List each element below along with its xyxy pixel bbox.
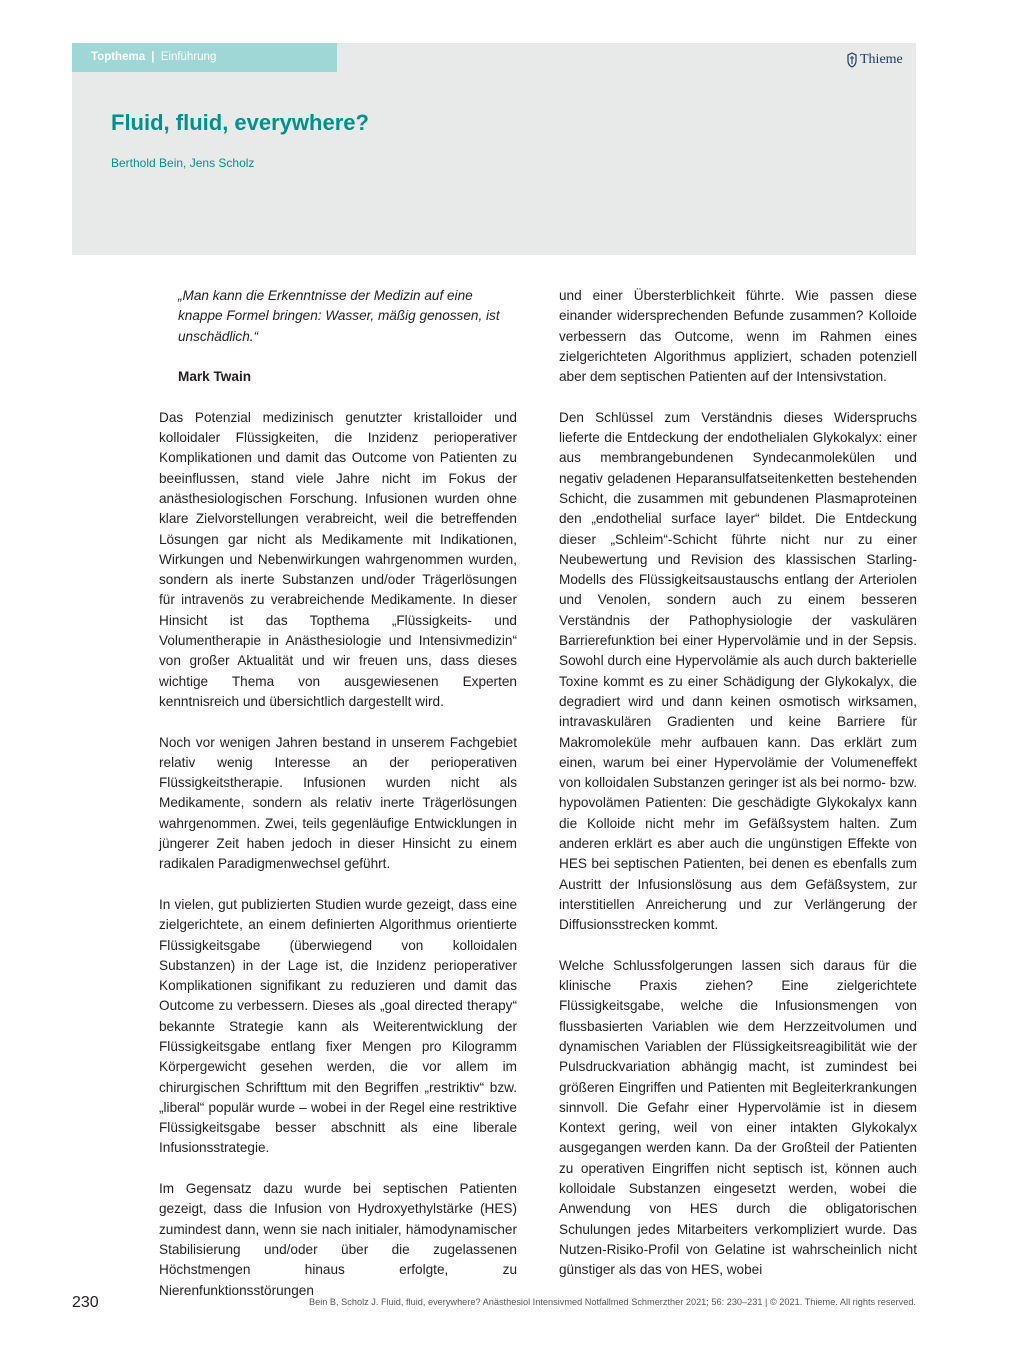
- paragraph: In vielen, gut publizierten Studien wurde gezeigt, dass eine zielgerichtete, an einem definierten Algorithmus orientierte Flüssigkeitsgabe (überwiegend von kolloidalen Substanzen) in der Lage ist, die Inzidenz perioperativer Komplikationen signifikant zu reduzieren und damit das Outcome zu verbessern. Dieses als „goal directed therapy“ bekannte Strategie kann als Weiterentwicklung der Flüssigkeitsgabe entlang fixer Mengen pro Kilogramm Körpergewicht gesehen werden, die vor allem im chirurgischen Schrifttum mit den Begriffen „restriktiv“ bzw. „liberal“ populär wurde – wobei in der Regel eine restriktive Flüssigkeitsgabe besser abschnitt als eine liberale Infusionsstrategie.: [159, 896, 517, 1156]
- section-tag: [72, 43, 337, 72]
- paragraph: Den Schlüssel zum Verständnis dieses Widerspruchs lieferte die Entdeckung der endothelialen Glykokalyx: einer aus membrangebundenen Syndecanmolekülen und negativ geladenen Heparansulfatseitenketten bestehenden Schicht, die zusammen mit gebundenen Plasmaproteinen den „endothelial surface layer“ bildet. Die Entdeckung dieser „Schleim“-Schicht führte nicht nur zu einer Neubewertung und Revision des klassischen Starling-Modells des Flüssigkeitsaustauschs entlang der Arteriolen und Venolen, sondern auch zu einem besseren Verständnis der Pathophysiologie der vaskulären Barrierefunktion bei einer Hypervolämie und in der Sepsis. Sowohl durch eine Hypervolämie als auch durch bakterielle Toxine kommt es zu einer Schädigung der Glykokalyx, die degradiert wird und dann keinen osmotisch wirksamen, intravaskulären Gradienten und keine Barriere für Makromoleküle mehr aufbauen kann. Das erklärt zum einen, warum bei einer Hypervolämie der Volumeneffekt von kolloidalen Substanzen geringer ist als bei normo- bzw. hypovolämen Patienten: Die geschädigte Glykokalyx kann die Kolloide nicht mehr im Gefäßsystem halten. Zum anderen erklärt es aber auch die ungünstigen Effekte von HES bei septischen Patienten, bei denen es ebenfalls zum Austritt der Infusionslösung aus dem Gefäßsystem, zur interstitiellen Anreicherung und zur Verlängerung der Diffusionsstrecken kommt.: [559, 409, 917, 933]
- section-separator: |: [151, 51, 155, 63]
- epigraph-text: „Man kann die Erkenntnisse der Medizin auf eine knappe Formel bringen: Wasser, mäßig genossen, ist unschädlich.“: [178, 288, 500, 344]
- citation-footer: Bein B, Scholz J. Fluid, fluid, everywhere? Anästhesiol Intensivmed Notfallmed Schmerzther 2021; 56: 230–231 | © 2021. Thieme. All rights reserved.: [308, 1297, 916, 1307]
- right-column: [559, 286, 917, 1301]
- section-label: Topthema: [91, 51, 146, 63]
- paragraph: Im Gegensatz dazu wurde bei septischen Patienten gezeigt, dass die Infusion von Hydroxyethylstärke (HES) zumindest dann, wenn sie nach initialer, hämodynamischer Stabilisierung und/oder über die zugelassenen Höchstmengen hinaus erfolgte, zu Nierenfunktionsstörungen: [159, 1181, 517, 1298]
- paragraph: Noch vor wenigen Jahren bestand in unserem Fachgebiet relativ wenig Interesse an der perioperativen Flüssigkeitstherapie. Infusionen wurden nicht als Medikamente, sondern als relativ inerte Trägerlösungen wahrgenommen. Zwei, teils gegenläufige Entwicklungen in jüngerer Zeit haben jedoch in dieser Hinsicht zu einem radikalen Paradigmenwechsel geführt.: [159, 734, 517, 872]
- paragraph: Welche Schlussfolgerungen lassen sich daraus für die klinische Praxis ziehen? Eine zielgerichtete Flüssigkeitsgabe, welche die Infusionsmengen von flussbasierten Variablen wie dem Herzzeitvolumen und dynamischen Variablen der Flüssigkeitsreagibilität wie der Pulsdruckvariation abhängig macht, ist zumindest bei größeren Eingriffen und Patienten mit Begleiterkrankungen sinnvoll. Die Gefahr einer Hypervolämie ist in diesem Kontext gering, weil von einer intakten Glykokalyx ausgegangen werden kann. Da der Großteil der Patienten zu operativen Eingriffen nicht septisch ist, können auch kolloidale Substanzen eingesetzt werden, wobei die Anwendung von HES durch die obligatorischen Schulungen jedes Mitarbeiters verkompliziert wurde. Das Nutzen-Risiko-Profil von Gelatine ist wahrscheinlich nicht günstiger als das von HES, wobei: [559, 957, 917, 1278]
- publisher-logo: [846, 50, 903, 70]
- article-title: Fluid, fluid, everywhere?: [111, 110, 369, 135]
- left-column: [159, 286, 517, 1321]
- epigraph: [178, 286, 517, 387]
- subsection-label: Einführung: [160, 51, 217, 63]
- publisher-name: Thieme: [860, 52, 903, 67]
- thieme-emblem-icon: [846, 52, 858, 68]
- epigraph-author: Mark Twain: [178, 369, 252, 385]
- page-number: 230: [72, 1294, 99, 1311]
- paragraph: Das Potenzial medizinisch genutzter kristalloider und kolloidaler Flüssigkeiten, die Inzidenz perioperativer Komplikationen und damit das Outcome von Patienten zu beeinflussen, stand viele Jahre nicht im Fokus der anästhesiologischen Forschung. Infusionen wurden ohne klare Zielvorstellungen verabreicht, weil die betreffenden Lösungen gar nicht als Medikamente mit Indikationen, Wirkungen und Nebenwirkungen wahrgenommen wurden, sondern als inerte Substanzen und/oder Trägerlösungen für intravenös zu verabreichende Medikamente. In dieser Hinsicht ist das Topthema „Flüssigkeits- und Volumentherapie in Anästhesiologie und Intensivmedizin“ von großer Aktualität und wir freuen uns, dass dieses wichtige Thema von ausgewiesenen Experten kenntnisreich und übersichtlich dargestellt wird.: [159, 409, 517, 709]
- article-authors: Berthold Bein, Jens Scholz: [111, 156, 255, 170]
- header-band: [72, 43, 916, 255]
- paragraph: und einer Übersterblichkeit führte. Wie passen diese einander widersprechenden Befunde zusammen? Kolloide verbessern das Outcome, wenn im Rahmen eines zielgerichteten Algorithmus appliziert, schaden potenziell aber dem septischen Patienten auf der Intensivstation.: [559, 288, 917, 385]
